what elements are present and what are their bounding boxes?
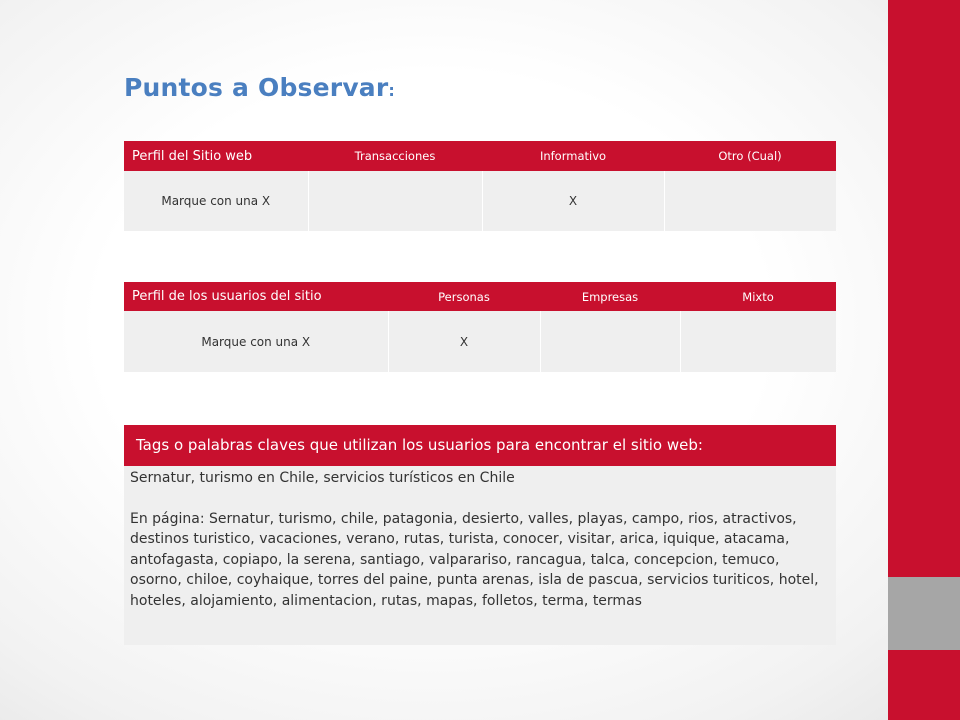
right-accent-bar-top [888,0,960,577]
cell-mixto [680,311,836,372]
header-otro: Otro (Cual) [664,141,836,171]
tags-body [124,466,836,645]
header-personas: Personas [388,282,540,311]
site-profile-header-label: Perfil del Sitio web [124,141,308,171]
user-profile-row-label: Marque con una X [124,311,388,372]
header-mixto: Mixto [680,282,836,311]
header-informativo: Informativo [482,141,664,171]
cell-empresas [540,311,680,372]
tags-spacer [130,489,830,509]
header-empresas: Empresas [540,282,680,311]
user-profile-body-row [124,311,836,372]
page-title [124,73,395,102]
right-accent-bar-bottom [888,650,960,720]
tags-line-general: Sernatur, turismo en Chile, servicios turísticos en Chile [130,470,515,486]
site-profile-body-row [124,171,836,231]
tags-header: Tags o palabras claves que utilizan los usuarios para encontrar el sitio web: [124,425,836,466]
cell-transacciones [308,171,482,231]
user-profile-header-row [124,282,836,311]
site-profile-row-label: Marque con una X [124,171,308,231]
user-profile-table [124,282,836,372]
cell-informativo: X [482,171,664,231]
tags-line-pagina: En página: Sernatur, turismo, chile, patagonia, desierto, valles, playas, campo, rios, atractivos, destinos turistico, vacaciones, verano, rutas, turista, conocer, visitar, arica, iquique, atacama, antofagasta, copiapo, la serena, santiago, valparariso, rancagua, talca, concepcion, temuco, osorno, chiloe, coyhaique, torres del paine, punta arenas, isla de pascua, servicios turiticos, hotel, hoteles, alojamiento, alimentacion, rutas, mapas, folletos, terma, termas [130,510,819,609]
user-profile-header-label: Perfil de los usuarios del sitio [124,282,388,311]
page-title-colon: : [388,81,396,100]
header-transacciones: Transacciones [308,141,482,171]
site-profile-header-row [124,141,836,171]
cell-personas: X [388,311,540,372]
cell-otro [664,171,836,231]
site-profile-table [124,141,836,231]
tags-box [124,425,836,645]
right-accent-bar-gray [888,577,960,650]
page-title-text: Puntos a Observar [124,73,389,102]
